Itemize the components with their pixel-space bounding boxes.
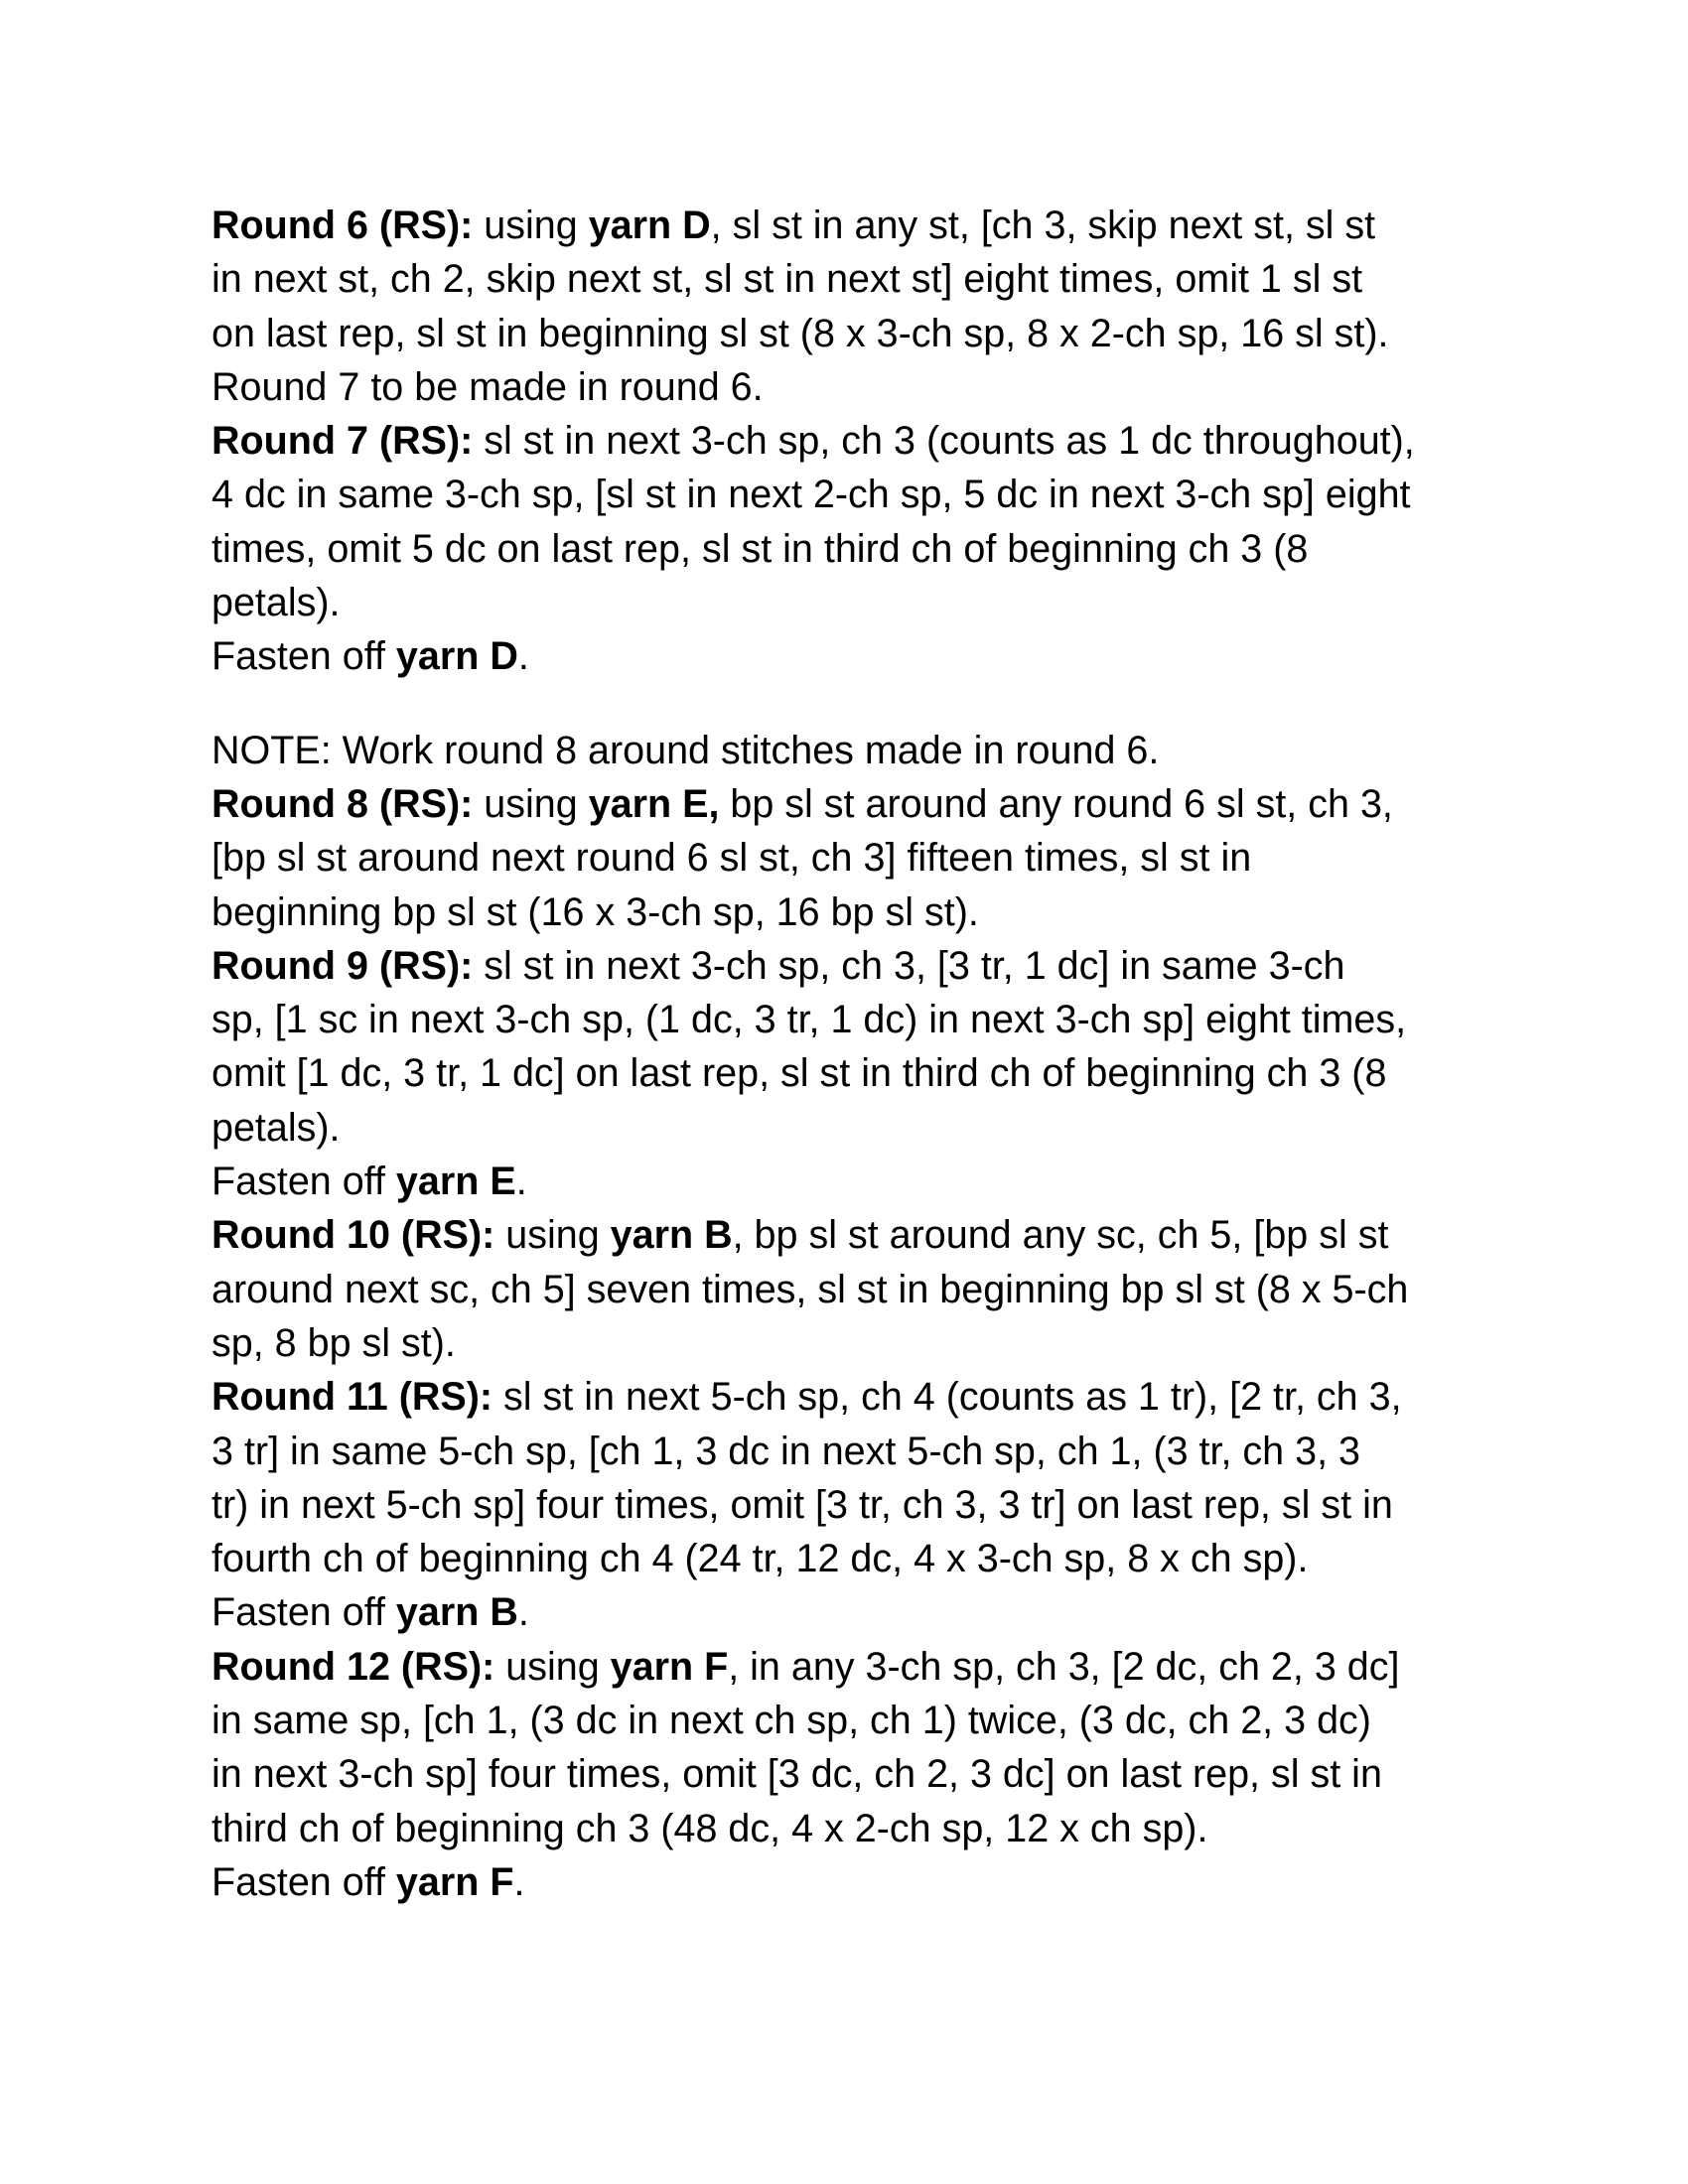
bold-text: Round 7 (RS): — [211, 419, 474, 464]
text-run: 3 tr] in same 5-ch sp, [ch 1, 3 dc in next 5-ch sp, ch 1, (3 tr, ch 3, 3 — [211, 1429, 1361, 1473]
bold-text: yarn B — [610, 1213, 733, 1258]
text-run: around next sc, ch 5] seven times, sl st in beginning bp sl st (8 x 5-ch — [211, 1267, 1409, 1311]
text-run: sl st in next 3-ch sp, ch 3 (counts as 1 dc throughout), — [473, 419, 1415, 464]
text-line — [211, 199, 1522, 252]
text-line — [211, 360, 1522, 414]
note-instructions — [211, 724, 1522, 777]
text-run: 4 dc in same 3-ch sp, [sl st in next 2-ch sp, 5 dc in next 3-ch sp] eight — [211, 473, 1411, 517]
text-run: on last rep, sl st in beginning sl st (8 x 3-ch sp, 8 x 2-ch sp, 16 sl st). — [211, 311, 1389, 355]
text-line — [211, 1802, 1522, 1855]
text-line — [211, 1101, 1522, 1155]
text-run: sl st in next 3-ch sp, ch 3, [3 tr, 1 dc] in same 3-ch — [473, 943, 1345, 988]
bold-text: Round 8 (RS): — [211, 781, 474, 826]
text-line — [211, 1370, 1522, 1424]
text-line — [211, 1208, 1522, 1262]
text-line — [211, 1155, 1522, 1208]
text-run: bp sl st around any round 6 sl st, ch 3, — [719, 781, 1393, 826]
text-line — [211, 252, 1522, 306]
text-line — [211, 1046, 1522, 1100]
text-run: sp, 8 bp sl st). — [211, 1320, 456, 1365]
text-run: , bp sl st around any sc, ch 5, [bp sl st — [732, 1213, 1389, 1258]
bold-text: Round 6 (RS): — [211, 204, 474, 247]
text-run: petals). — [211, 1105, 341, 1150]
round11-instructions — [211, 1370, 1522, 1639]
text-run: [bp sl st around next round 6 sl st, ch 3] fifteen times, sl st in — [211, 836, 1252, 881]
text-line — [211, 993, 1522, 1046]
paragraph-gap — [211, 684, 1522, 724]
text-line — [211, 468, 1522, 521]
text-line — [211, 1425, 1522, 1478]
round10-instructions — [211, 1208, 1522, 1370]
text-line — [211, 1855, 1522, 1909]
bold-text: Round 10 (RS): — [211, 1213, 495, 1258]
round6-instructions — [211, 199, 1522, 414]
text-line — [211, 414, 1522, 468]
bold-text: Round 12 (RS): — [211, 1644, 495, 1689]
bold-text: yarn D — [588, 204, 711, 247]
text-run: petals). — [211, 581, 341, 625]
text-line — [211, 1316, 1522, 1370]
text-run: Fasten off — [211, 634, 396, 679]
bold-text: yarn B — [395, 1590, 518, 1635]
text-run: . — [517, 634, 529, 679]
text-run: using — [473, 781, 589, 826]
text-line — [211, 1478, 1522, 1532]
text-line — [211, 1640, 1522, 1694]
text-run: . — [515, 1160, 527, 1204]
text-run: , sl st in any st, [ch 3, skip next st, sl st — [710, 204, 1376, 247]
text-run: in next st, ch 2, skip next st, sl st in next st] eight times, omit 1 sl st — [211, 257, 1363, 302]
text-run: using — [494, 1644, 611, 1689]
bold-text: yarn F — [610, 1644, 729, 1689]
text-run: omit [1 dc, 3 tr, 1 dc] on last rep, sl st in third ch of beginning ch 3 (8 — [211, 1051, 1387, 1096]
text-line — [211, 1585, 1522, 1639]
text-line — [211, 629, 1522, 683]
text-run: using — [494, 1213, 611, 1258]
text-run: using — [473, 204, 589, 247]
bold-text: Round 9 (RS): — [211, 943, 474, 988]
round7-instructions — [211, 414, 1522, 683]
round8-instructions — [211, 777, 1522, 939]
text-line — [211, 1532, 1522, 1585]
text-run: Fasten off — [211, 1160, 396, 1204]
text-run: third ch of beginning ch 3 (48 dc, 4 x 2-ch sp, 12 x ch sp). — [211, 1806, 1208, 1850]
text-run: tr) in next 5-ch sp] four times, omit [3 tr, ch 3, 3 tr] on last rep, sl st in — [211, 1482, 1393, 1527]
text-run: , in any 3-ch sp, ch 3, [2 dc, ch 2, 3 dc] — [728, 1644, 1400, 1689]
text-run: beginning bp sl st (16 x 3-ch sp, 16 bp sl st). — [211, 889, 979, 934]
text-run: . — [513, 1859, 525, 1904]
text-line — [211, 1694, 1522, 1747]
text-line — [211, 831, 1522, 885]
text-line — [211, 576, 1522, 629]
pattern-page — [211, 199, 1522, 1909]
text-line — [211, 522, 1522, 576]
text-run: in next 3-ch sp] four times, omit [3 dc, ch 2, 3 dc] on last rep, sl st in — [211, 1752, 1382, 1797]
bold-text: Round 11 (RS): — [211, 1375, 493, 1420]
text-line — [211, 777, 1522, 831]
text-line — [211, 1747, 1522, 1801]
text-run: NOTE: Work round 8 around stitches made in round 6. — [211, 728, 1160, 772]
bold-text: yarn D — [395, 634, 518, 679]
text-line — [211, 307, 1522, 360]
text-run: fourth ch of beginning ch 4 (24 tr, 12 dc, 4 x 3-ch sp, 8 x ch sp). — [211, 1537, 1309, 1581]
text-run: times, omit 5 dc on last rep, sl st in third ch of beginning ch 3 (8 — [211, 526, 1309, 571]
text-run: Fasten off — [211, 1590, 396, 1635]
text-run: sp, [1 sc in next 3-ch sp, (1 dc, 3 tr, 1 dc) in next 3-ch sp] eight times, — [211, 998, 1407, 1042]
text-line — [211, 939, 1522, 993]
text-run: . — [517, 1590, 529, 1635]
text-run: in same sp, [ch 1, (3 dc in next ch sp, ch 1) twice, (3 dc, ch 2, 3 dc) — [211, 1699, 1371, 1743]
bold-text: yarn F — [395, 1859, 514, 1904]
round12-instructions — [211, 1640, 1522, 1909]
round9-instructions — [211, 939, 1522, 1208]
text-line — [211, 724, 1522, 777]
text-run: Round 7 to be made in round 6. — [211, 364, 764, 409]
bold-text: yarn E, — [588, 781, 720, 826]
text-line — [211, 1263, 1522, 1316]
text-run: sl st in next 5-ch sp, ch 4 (counts as 1 tr), [2 tr, ch 3, — [492, 1375, 1402, 1420]
text-line — [211, 886, 1522, 939]
bold-text: yarn E — [395, 1160, 516, 1204]
text-run: Fasten off — [211, 1859, 396, 1904]
